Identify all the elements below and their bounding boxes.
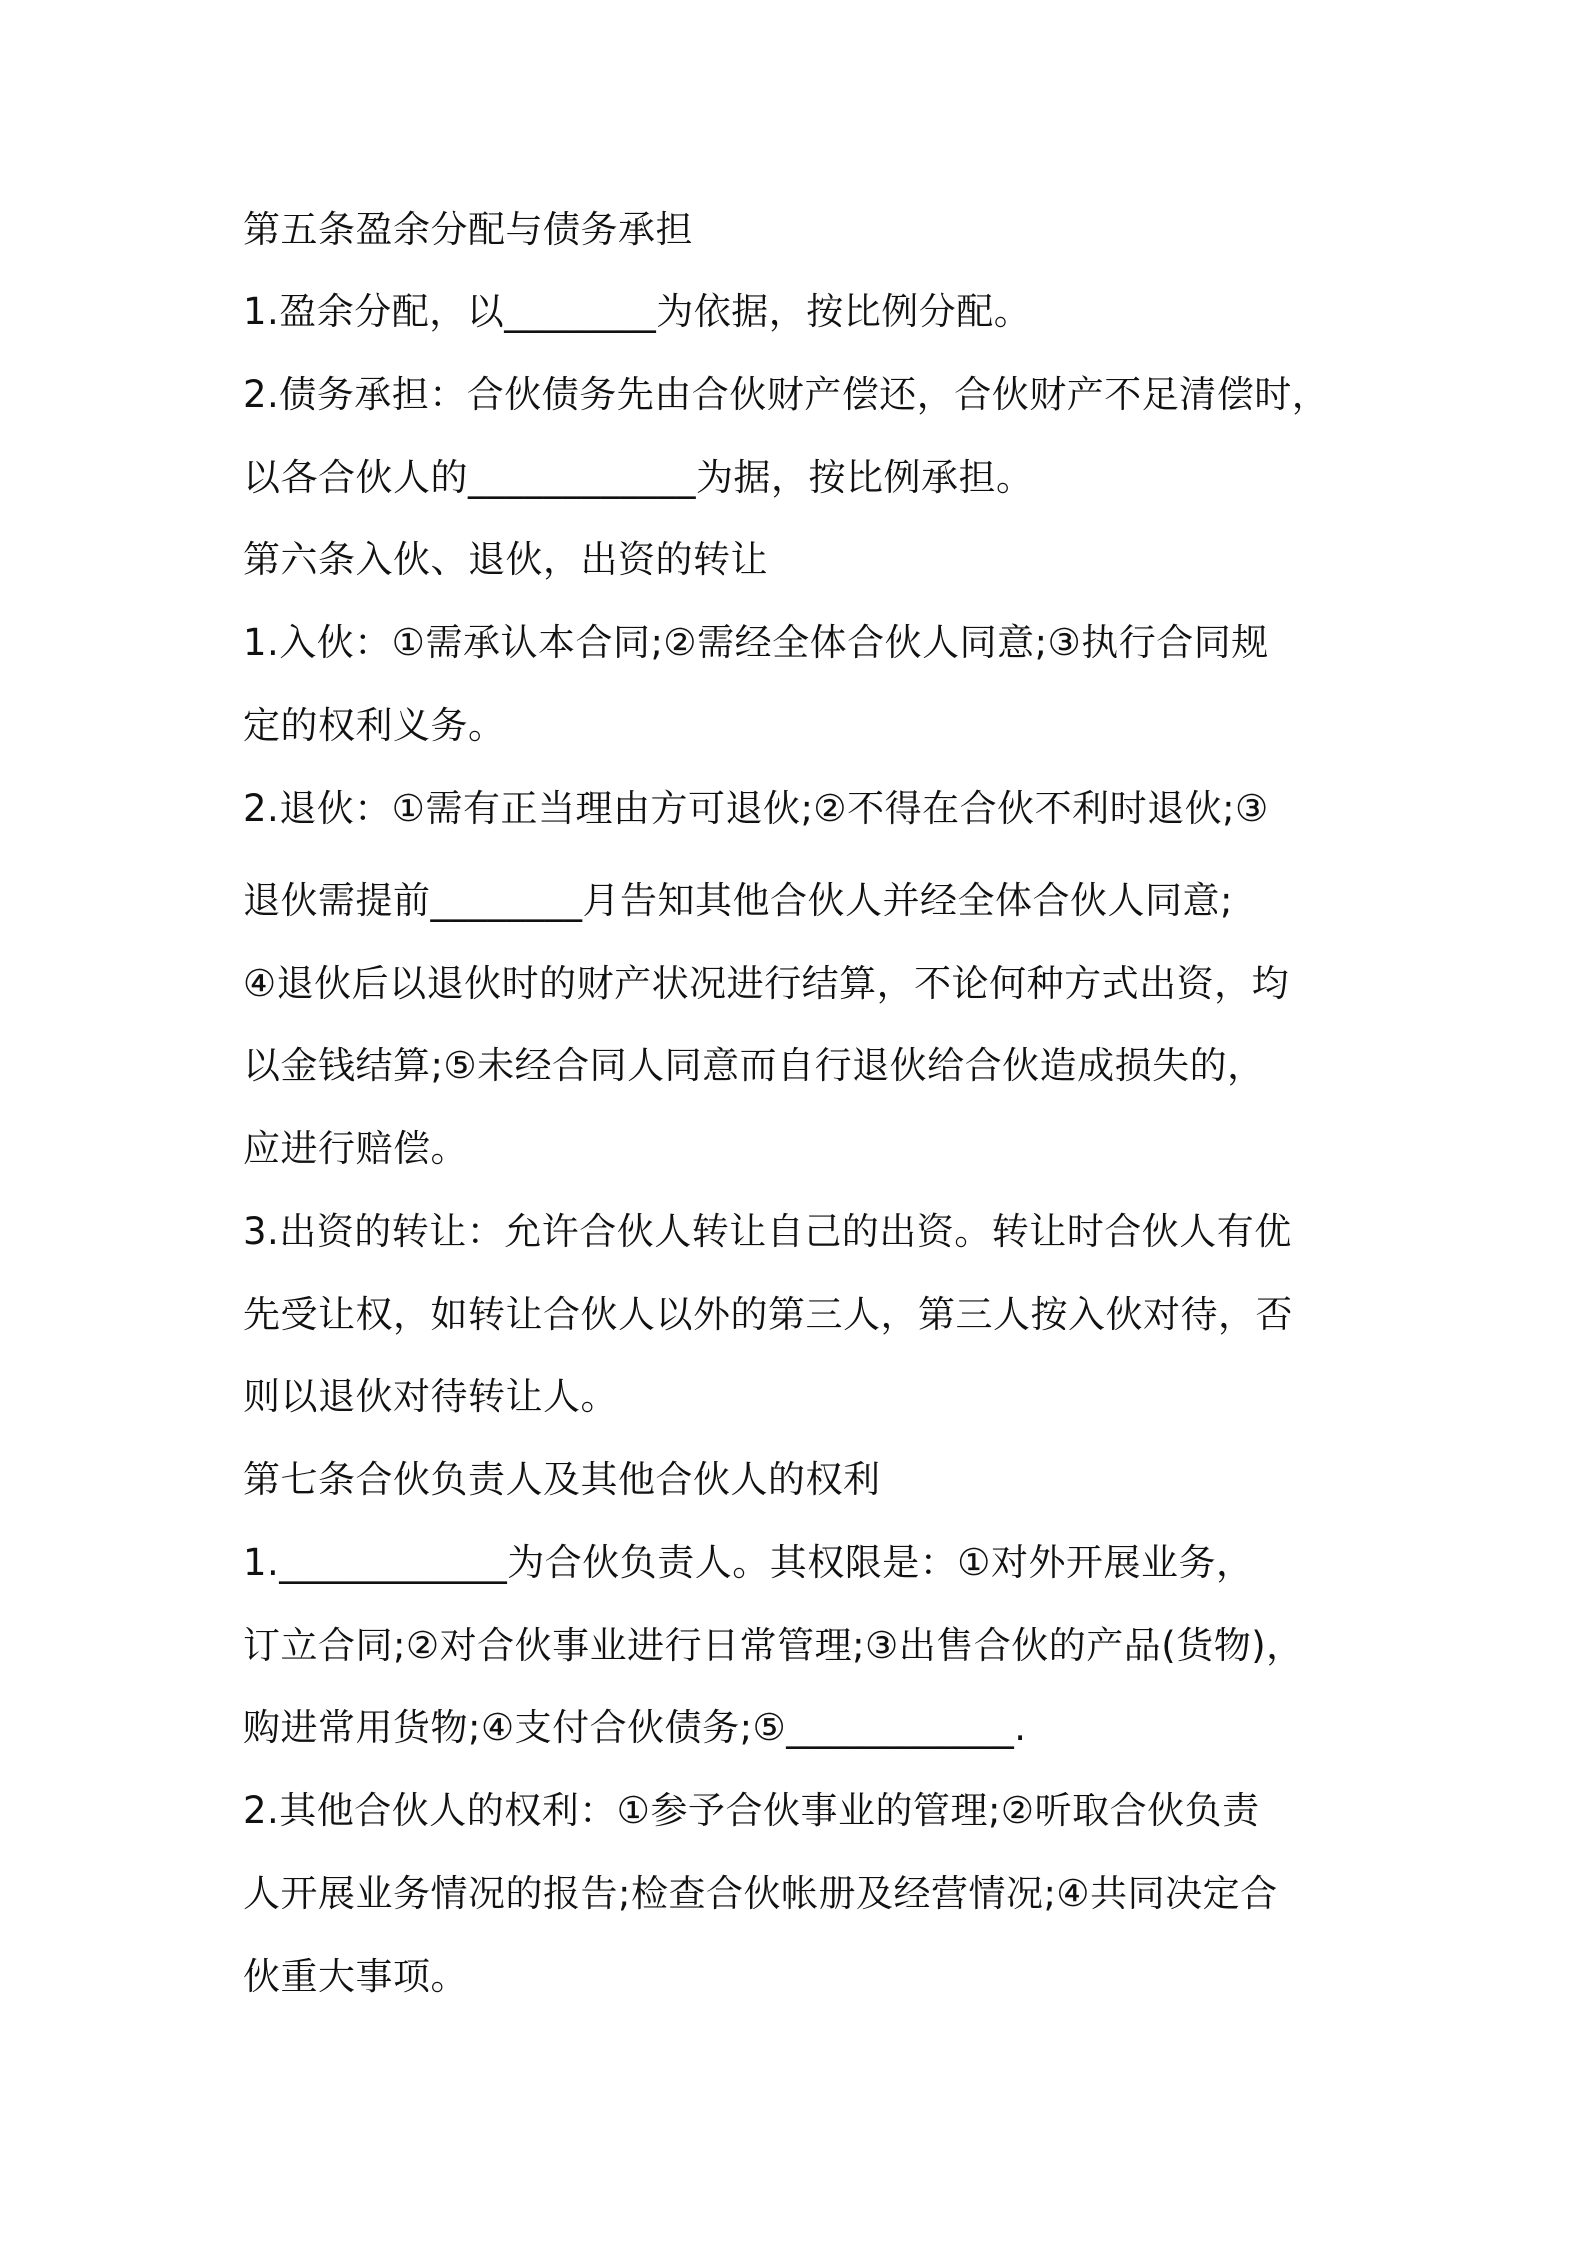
article-5-clause-1: 1.盈余分配，以________为依据，按比例分配。 — [243, 290, 1032, 333]
article-5-clause-2-line-1: 2.债务承担：合伙债务先由合伙财产偿还，合伙财产不足清偿时， — [243, 373, 1330, 416]
article-7-clause-2-line-2: 人开展业务情况的报告;检查合伙帐册及经营情况;④共同决定合 — [243, 1872, 1278, 1915]
article-7-clause-1-line-3: 购进常用货物;④支付合伙债务;⑤____________. — [243, 1706, 1027, 1749]
article-6-clause-2-line-4: 以金钱结算;⑤未经合同人同意而自行退伙给合伙造成损失的， — [243, 1044, 1265, 1087]
article-6-clause-2-line-2: 退伙需提前________月告知其他合伙人并经全体合伙人同意; — [243, 879, 1233, 922]
article-6-clause-3-line-2: 先受让权，如转让合伙人以外的第三人，第三人按入伙对待，否 — [243, 1293, 1293, 1336]
article-6-clause-3-line-3: 则以退伙对待转让人。 — [243, 1375, 618, 1418]
article-6-clause-1-line-2: 定的权利义务。 — [243, 704, 506, 747]
article-6-clause-2-line-3: ④退伙后以退伙时的财产状况进行结算，不论何种方式出资，均 — [243, 962, 1290, 1005]
article-7-clause-2-line-1: 2.其他合伙人的权利：①参予合伙事业的管理;②听取合伙负责 — [243, 1789, 1260, 1832]
article-7-clause-2-line-3: 伙重大事项。 — [243, 1955, 468, 1998]
article-6-heading: 第六条入伙、退伙，出资的转让 — [243, 538, 768, 581]
article-6-clause-2-line-1: 2.退伙：①需有正当理由方可退伙;②不得在合伙不利时退伙;③ — [243, 787, 1269, 830]
article-7-clause-1-line-2: 订立合同;②对合伙事业进行日常管理;③出售合伙的产品(货物)， — [243, 1624, 1304, 1667]
article-6-clause-3-line-1: 3.出资的转让：允许合伙人转让自己的出资。转让时合伙人有优 — [243, 1210, 1292, 1253]
article-5-heading: 第五条盈余分配与债务承担 — [243, 208, 693, 251]
article-6-clause-1-line-1: 1.入伙：①需承认本合同;②需经全体合伙人同意;③执行合同规 — [243, 621, 1269, 664]
article-7-heading: 第七条合伙负责人及其他合伙人的权利 — [243, 1458, 881, 1501]
article-6-clause-2-line-5: 应进行赔偿。 — [243, 1127, 468, 1170]
article-7-clause-1-line-1: 1.____________为合伙负责人。其权限是：①对外开展业务， — [243, 1541, 1254, 1584]
article-5-clause-2-line-2: 以各合伙人的____________为据，按比例承担。 — [243, 456, 1034, 499]
